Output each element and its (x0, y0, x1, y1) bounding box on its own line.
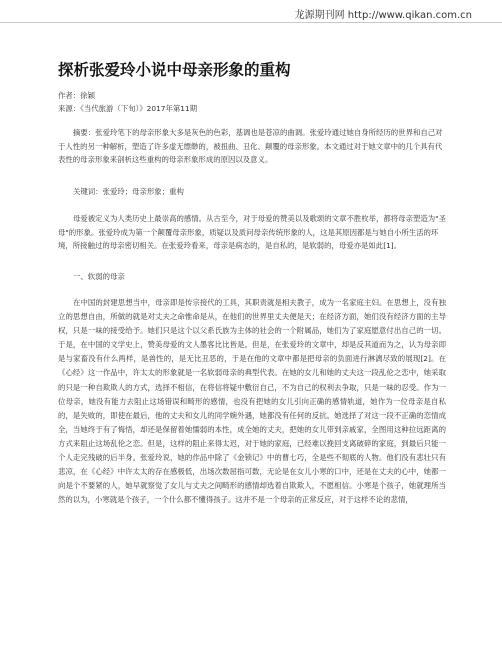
keywords-line: 关键词：张爱玲；母亲形象；重构 (73, 187, 184, 196)
section-heading: 一、软弱的母亲 (73, 272, 125, 281)
header-divider (0, 22, 502, 23)
site-header: 龙源期刊网 http://www.qikan.com.cn (294, 10, 472, 21)
article-title: 探析张爱玲小说中母亲形象的重构 (58, 61, 291, 79)
intro-paragraph: 母爱被定义为人类历史上最崇高的感情。从古至今，对于母爱的赞美以及歌颂的文章不胜枚举，都将母亲塑造为"圣母"的形象。张爱玲成为第一个颠覆母亲形象，质疑以及质问母亲传统形象的人，这是其原因都是与她自小所生活的环境，所接触过的母亲密切相关。在张爱玲看来，母亲是病态的，是自私的，是软弱的，母爱亦是如此[1]。 (58, 214, 446, 251)
author-line: 作者：徐颖 (58, 91, 95, 100)
body-paragraph: 在中国的封建思想当中，母亲即是传宗接代的工具，其职责就是相夫教子，成为一名家庭主妇。在思想上，没有独立的思想自由，所做的就是对丈夫之命惟命是从，在他们的世界里丈夫便是天；在经济方面，她们没有经济方面的主导权，只是一味的接受给予。她们只是这个以父系氏族为主体的社会的一个附属品，她们为了家庭愿意付出自己的一切。于是，在中国的文学史上，赞美母爱的文人墨客比比皆是。但是，在张爱玲的文章中，却是反其道而为之，认为母亲即是与家畜没有什么两样，是兽性的，是无比丑恶的，于是在他的文章中都是把母亲的负面进行淋漓尽致的展现[2]。在《心经》这一作品中，许太太的形象就是一名软弱母亲的典型代表。在她的女儿和她的丈夫这一段乱伦之恋中，她采取的只是一种自欺欺人的方式，选择不相信，在将信将疑中敷衍自己，不为自己的权利去争取，只是一味的忍受。作为一位母亲，她没有能力去阻止这场错误和畸形的感情，也没有把她的女儿引向正确的感情轨道，她作为一位母亲是自私的，是失败的，即使在最后，他的丈夫和女儿的同学婉外遇，她都没有任何的反抗。她选择了对这一段不正确的恋情成全，当她终于有了悔悟，却还是保留着她懦弱的本性，成全她的丈夫，把她的女儿带到亲戚家，全图用这种拉远距离的方式来阻止这场乱伦之恋。但是，这样的阻止来得太迟，对于她的家庭，已经难以挽回支离破碎的家庭，到最后只能一个人走完残破的后半身。张爱玲说，她的作品中除了《金锁记》中的曹七巧，全是些不彻底的人物。他们没有悲壮只有悲凉，在《心经》中许太太的存在感极低，出场次数屈指可数，无论是在女儿小寒的口中，还是在丈夫的心中，她都一向是个不要紧的人，她早就察觉了女儿与丈夫之间畸形的感情却选着自欺欺人，不愿相信。小寒是个孩子，她就理所当然的以为，小寒就是个孩子，一个什么都不懂得孩子。这并不是一个母亲的正常反应，对于这样不论的悲情， (58, 298, 446, 505)
abstract-paragraph: 摘要：张爱玲笔下的母亲形象大多是灰色的色彩，基调也是苍凉的曲调。张爱玲通过她自身所经历的世界和自己对于人性的另一种解析，塑造了许多虚无缥缈的，被扭曲、丑化、颠覆的母亲形象。本文通过对于她文章中的几个具有代表性的母亲形象来剖析这些重构的母亲形象形成的原因以及意义。 (58, 128, 443, 165)
source-line: 来源：《当代旅游（下旬）》2017年第11期 (58, 104, 198, 113)
